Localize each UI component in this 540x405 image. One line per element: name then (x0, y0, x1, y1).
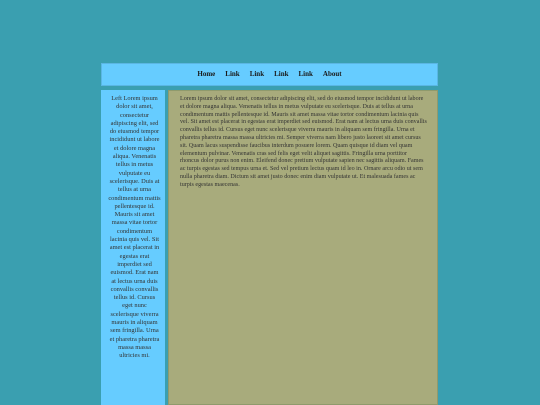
nav-link-2[interactable]: Link (249, 70, 265, 78)
main-text: Lorem ipsum dolor sit amet, consectetur adipiscing elit, sed do eiusmod tempor incididunt ut labore et dolore magna aliqua. Venenatis tellus in metus vulputate eu scelerisque. Duis at tellus at urna condimentum mattis pellentesque id. Mauris sit amet massa vitae tortor condimentum lacinia quis vel. Sit amet est placerat in egestas erat imperdiet sed euismod. Erat nam at lectus urna duis convallis convallis tellus id. Cursus eget nunc scelerisque viverra mauris in aliquam sem fringilla. Urna et pharetra pharetra massa massa ultricies mi. Semper viverra nam libero justo laoreet sit amet cursus sit. Quam lacus suspendisse faucibus interdum posuere lorem. Quam quisque id diam vel quam elementum pulvinar. Venenatis cras sed felis eget velit aliquet sagittis. Fringilla urna porttitor rhoncus dolor purus non enim. Eleifend donec pretium vulputate sapien nec sagittis aliquam. Fames ac turpis egestas sed tempus urna et. Sed vel pretium lectus quam id leo in. Ornare arcu odio ut sem nulla pharetra diam. Dictum sit amet justo donec enim diam vulputate ut. Et malesuada fames ac turpis egestas maecenas. (180, 96, 427, 188)
main-content (168, 90, 438, 405)
top-navigation-bar (101, 63, 438, 86)
nav-link-3[interactable]: Link (274, 70, 289, 78)
nav-link-about[interactable]: About (322, 70, 342, 78)
left-sidebar (101, 90, 165, 405)
nav-link-4[interactable]: Link (298, 70, 313, 78)
nav-link-1[interactable]: Link (225, 70, 240, 78)
sidebar-text: Left Lorem ipsum dolor sit amet, consectetur adipiscing elit, sed do eiusmod tempor incididunt ut labore et dolore magna aliqua. Venenatis tellus in metus vulputate eu scelerisque. Duis at tellus at urna condimentum mattis pellentesque id. Mauris sit amet massa vitae tortor condimentum lacinia quis vel. Sit amet est placerat in egestas erat imperdiet sed euismod. Erat nam at lectus urna duis convallis convallis tellus id. Cursus eget nunc scelerisque viverra mauris in aliquam sem fringilla. Urna et pharetra pharetra massa massa ultricies mi. (108, 95, 161, 360)
nav-link-home[interactable]: Home (197, 70, 216, 78)
